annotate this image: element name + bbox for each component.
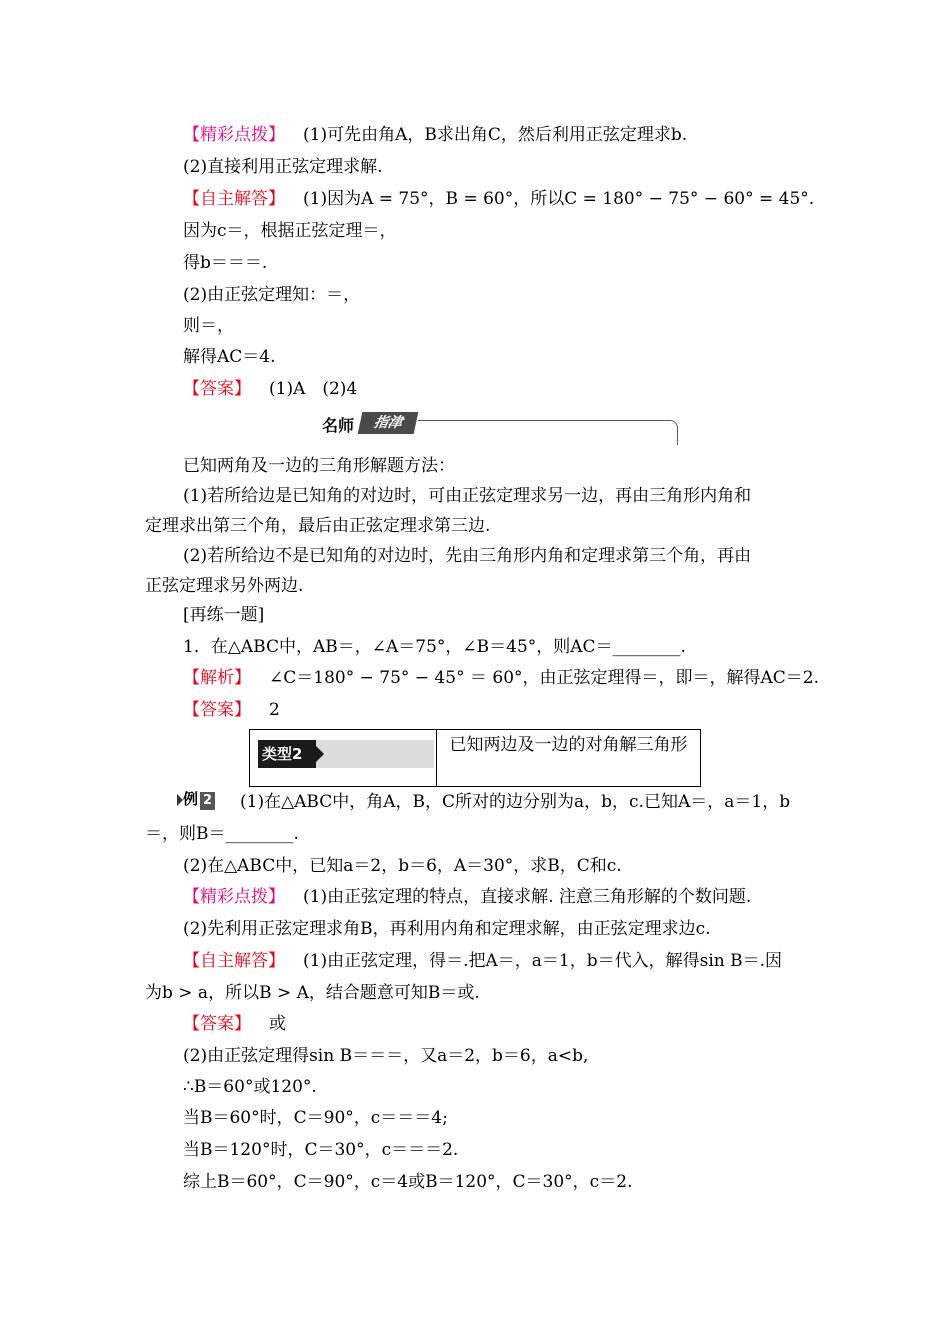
line-c: 因为c＝，根据正弦定理＝， — [183, 221, 397, 241]
hint-text: (1)可先由角A，B求出角C，然后利用正弦定理求b. — [303, 125, 688, 145]
example-self-label: 【自主解答】 — [183, 951, 285, 971]
line-2c: 解得AC＝4. — [183, 347, 276, 367]
example-self-line-2: 为b > a，所以B > A，结合题意可知B＝或. — [145, 983, 480, 1003]
practice-answer-label: 【答案】 — [183, 700, 251, 720]
solution-2c: 当B＝60°时，C＝90°，c＝＝＝4; — [183, 1108, 448, 1128]
example-self-text: (1)由正弦定理，得＝.把A＝，a＝1，b＝代入，解得sin B＝.因 — [303, 951, 783, 971]
analysis-label: 【解析】 — [183, 668, 251, 688]
example-hint-label: 【精彩点拨】 — [183, 887, 285, 907]
example-hint-text: (1)由正弦定理的特点，直接求解. 注意三角形解的个数问题. — [303, 887, 752, 907]
solution-2e: 综上B＝60°，C＝90°，c＝4或B＝120°，C＝30°，c＝2. — [183, 1172, 633, 1192]
hint-label: 【精彩点拨】 — [183, 125, 285, 145]
analysis-text: ∠C＝180° − 75° − 45° ＝ 60°，由正弦定理得＝，即＝，解得AC＝2. — [269, 668, 820, 688]
practice-answer-value: 2 — [269, 700, 280, 720]
answer-value: (1)A (2)4 — [269, 379, 358, 399]
solution-2b: ∴B＝60°或120°. — [183, 1077, 317, 1097]
example-q1a: (1)在△ABC中，角A，B，C所对的边分别为a，b，c.已知A＝，a＝1，b — [240, 792, 791, 812]
banner-tag: 指津 — [358, 412, 419, 434]
solution-2a: (2)由正弦定理得sin B＝＝＝，又a＝2，b＝6，a<b, — [183, 1046, 589, 1066]
practice-heading: [再练一题] — [183, 605, 265, 625]
answer-label: 【答案】 — [183, 379, 251, 399]
method-intro: 已知两角及一边的三角形解题方法： — [183, 456, 455, 476]
example-hint-line-2: (2)先利用正弦定理求角B，再利用内角和定理求解，由正弦定理求边c. — [183, 919, 711, 939]
hint-line-2: (2)直接利用正弦定理求解. — [183, 157, 383, 177]
type-2-box — [249, 729, 701, 787]
example-q2: (2)在△ABC中，已知a＝2，b＝6，A＝30°，求B，C和c. — [183, 856, 622, 876]
example-answer-line — [183, 1013, 286, 1035]
example-self-line-1 — [183, 950, 782, 972]
method-p2a: (2)若所给边不是已知角的对边时，先由三角形内角和定理求第三个角，再由 — [183, 546, 752, 566]
banner-rule — [418, 420, 678, 445]
self-answer-text: (1)因为A = 75°，B = 60°，所以C = 180° − 75° − 60° = 45°. — [303, 189, 815, 209]
type-2-badge: 类型2 — [258, 740, 316, 768]
line-b: 得b＝＝＝. — [183, 253, 268, 273]
practice-question: 1．在△ABC中，AB＝，∠A＝75°，∠B＝45°，则AC＝________. — [183, 637, 686, 657]
hint-line-1 — [183, 124, 687, 146]
self-answer-line-1 — [183, 188, 814, 210]
example-badge-number: 2 — [200, 792, 215, 810]
teacher-guide-banner — [310, 412, 678, 446]
analysis-line — [183, 667, 819, 689]
example-q1b: ＝，则B＝________. — [145, 824, 299, 844]
type-2-title: 已知两边及一边的对角解三角形 — [449, 735, 688, 755]
example-answer-value: 或 — [269, 1014, 286, 1034]
method-p1b: 定理求出第三个角，最后由正弦定理求第三边. — [145, 516, 491, 536]
line-2b: 则＝， — [183, 316, 234, 336]
example-hint-line-1 — [183, 886, 751, 908]
banner-title: 名师 — [322, 416, 355, 435]
method-p1a: (1)若所给边是已知角的对边时，可由正弦定理求另一边，再由三角形内角和 — [183, 486, 752, 506]
example-answer-label: 【答案】 — [183, 1014, 251, 1034]
method-p2b: 正弦定理求另外两边. — [145, 576, 304, 596]
answer-line — [183, 378, 357, 400]
solution-2d: 当B＝120°时，C＝30°，c＝＝＝2. — [183, 1140, 459, 1160]
practice-answer-line — [183, 699, 280, 721]
example-badge-label: 例 — [183, 790, 199, 808]
line-2a: (2)由正弦定理知：＝， — [183, 285, 361, 305]
self-answer-label: 【自主解答】 — [183, 189, 285, 209]
type-2-left-cell — [250, 730, 437, 786]
example-2-badge — [177, 788, 215, 808]
